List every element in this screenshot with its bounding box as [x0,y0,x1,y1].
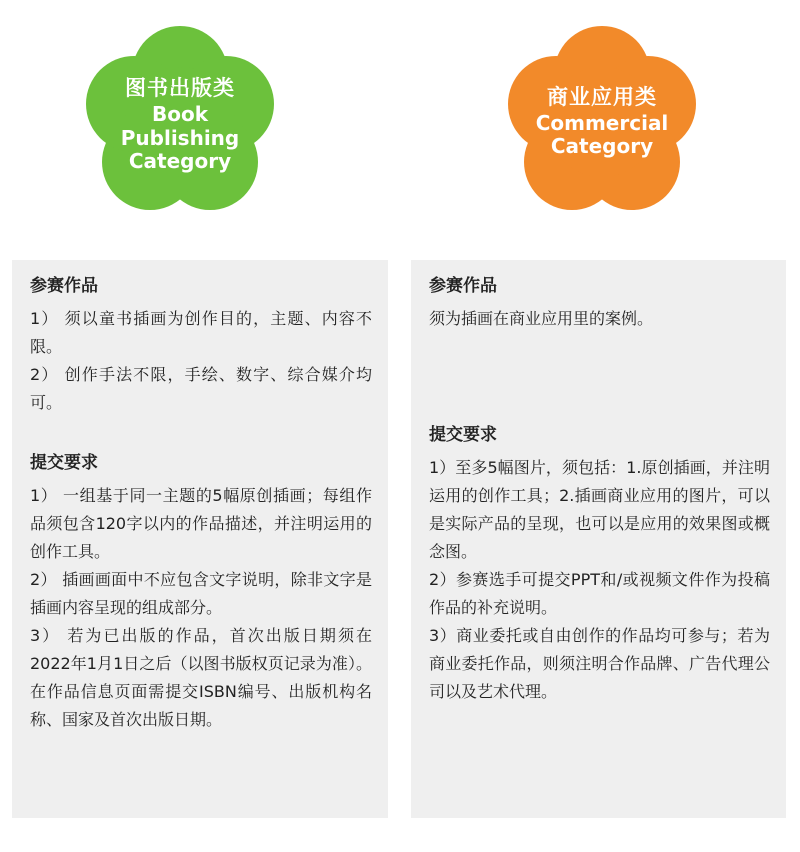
book-requirement-item: 2） 插画画面中不应包含文字说明，除非文字是插画内容呈现的组成部分。 [30,570,372,617]
book-entry-item: 2） 创作手法不限，手绘、数字、综合媒介均可。 [30,365,372,412]
book-category-badge [80,22,280,222]
book-category-title-en-line3: Category [128,149,232,174]
commercial-category-title-en-line1: Commercial [535,110,669,135]
book-requirement-item: 3） 若为已出版的作品，首次出版日期须在2022年1月1日之后（以图书版权页记录为准）。在作品信息页面需提交ISBN编号、出版机构名称、国家及首次出版日期。 [30,626,372,729]
book-category-panel [12,260,388,818]
commercial-entries-heading: 参赛作品 [429,276,497,296]
book-entries-heading: 参赛作品 [30,276,98,296]
section-spacer [429,333,770,423]
book-requirements-heading: 提交要求 [30,453,98,473]
book-requirement-item: 1） 一组基于同一主题的5幅原创插画；每组作品须包含120字以内的作品描述，并注明运用的创作工具。 [30,486,372,561]
book-category-title-cn: 图书出版类 [125,76,235,101]
commercial-category-title-cn: 商业应用类 [547,85,657,110]
commercial-requirement-item: 2）参赛选手可提交PPT和/或视频文件作为投稿作品的补充说明。 [429,570,770,617]
commercial-entry-item: 须为插画在商业应用里的案例。 [429,309,654,328]
book-category-title-en-line1: Book [151,101,209,126]
commercial-requirements-heading: 提交要求 [429,425,497,445]
commercial-requirement-item: 3）商业委托或自由创作的作品均可参与；若为商业委托作品，则须注明合作品牌、广告代理公司以及艺术代理。 [429,626,770,701]
commercial-category-panel [411,260,786,818]
section-spacer [30,417,372,451]
book-category-title-en-line2: Publishing [120,125,240,150]
book-entry-item: 1） 须以童书插画为创作目的，主题、内容不限。 [30,309,372,356]
commercial-category-title-en-line2: Category [550,134,654,159]
commercial-requirement-item: 1）至多5幅图片，须包括：1.原创插画，并注明运用的创作工具；2.插画商业应用的图片，可以是实际产品的呈现，也可以是应用的效果图或概念图。 [429,458,770,561]
commercial-category-badge [502,22,702,222]
